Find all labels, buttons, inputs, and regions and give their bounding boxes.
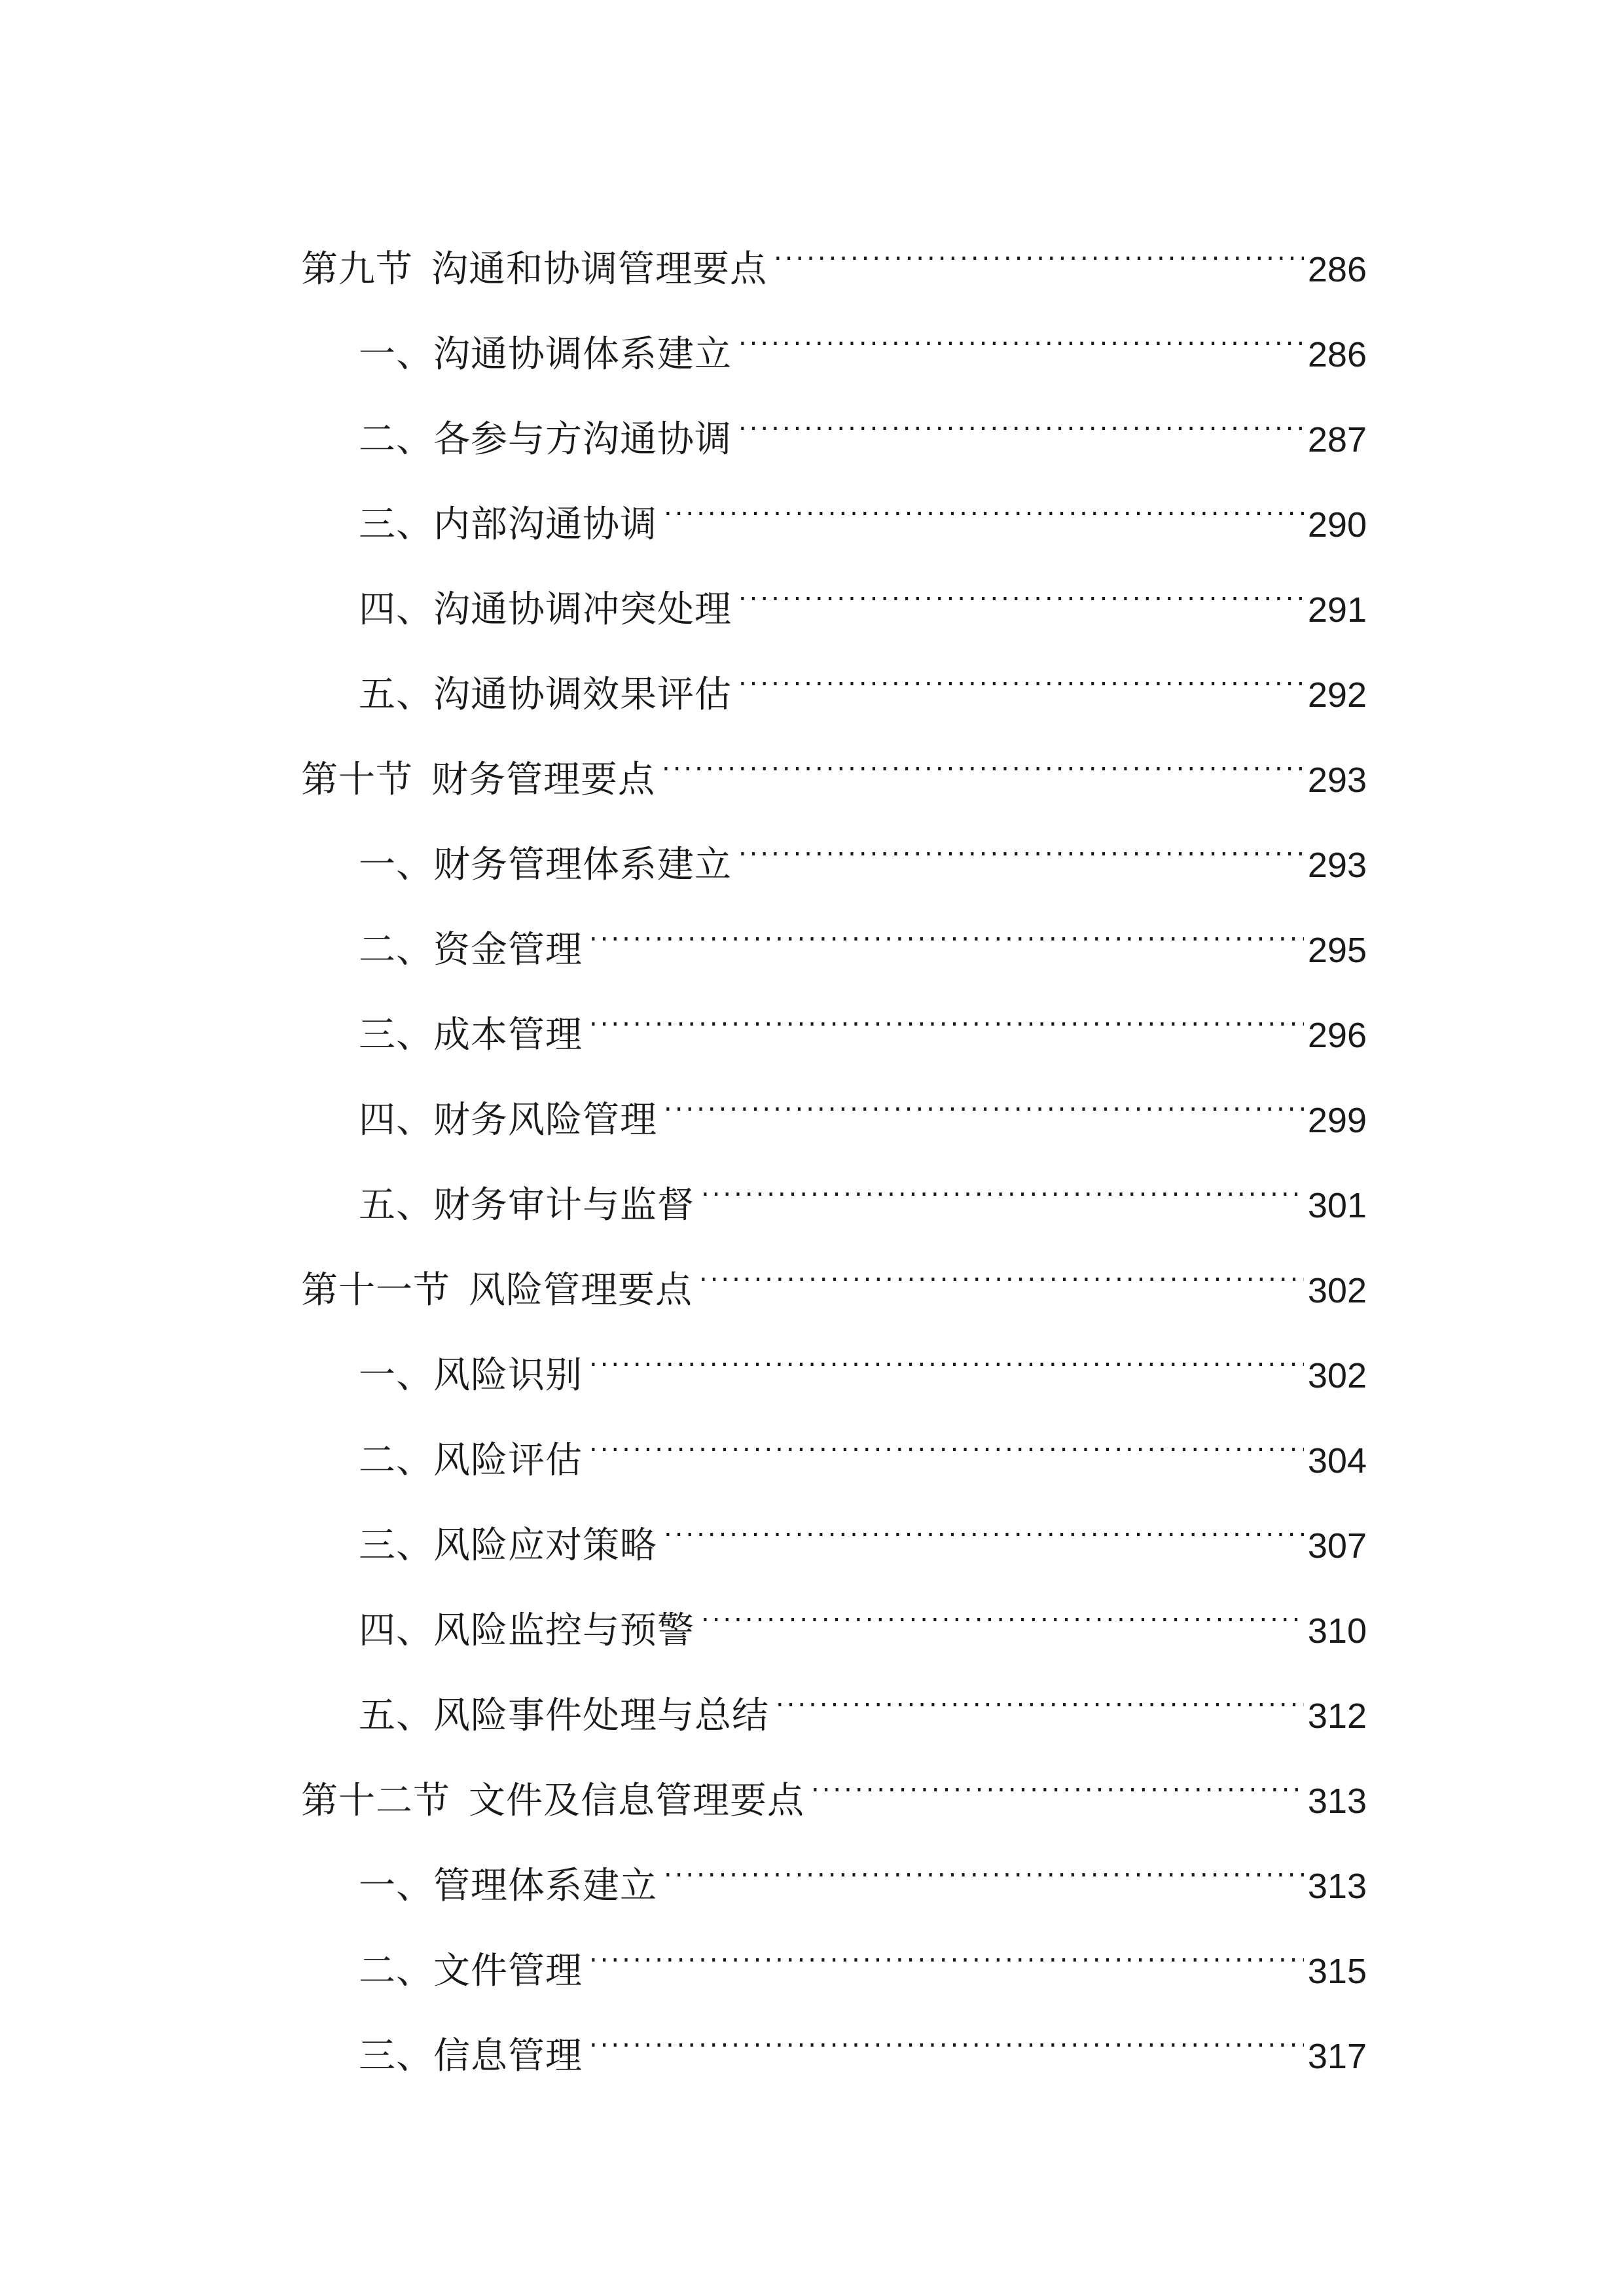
- dot-leader: [776, 1643, 1304, 1728]
- toc-entry-title: [301, 738, 655, 823]
- dot-leader: [774, 196, 1304, 281]
- dot-leader: [589, 1983, 1304, 2068]
- toc-page-number: 304: [1307, 1441, 1367, 1480]
- toc-page-number: 299: [1307, 1101, 1367, 1140]
- toc-page-number: 313: [1307, 1867, 1367, 1906]
- toc-entry-title: 五、财务审计与监督: [359, 1184, 695, 1227]
- section-title: 财务管理要点: [431, 759, 655, 801]
- toc-entry-title: 二、文件管理: [359, 1950, 583, 1992]
- toc-entry-title: 三、内部沟通协调: [359, 503, 657, 546]
- section-number: 第九节: [301, 248, 413, 291]
- toc-entry-title: 二、风险评估: [359, 1439, 583, 1482]
- toc-entry-title: 三、风险应对策略: [359, 1524, 657, 1567]
- toc-entry-title: 四、风险监控与预警: [359, 1609, 695, 1652]
- toc-page-number: 302: [1307, 1356, 1367, 1395]
- dot-leader: [664, 1813, 1304, 1898]
- toc-page-number: 313: [1307, 1782, 1367, 1821]
- toc-entry-section[interactable]: [301, 196, 1367, 291]
- toc-page-number: 312: [1307, 1696, 1367, 1736]
- dot-leader: [701, 1132, 1304, 1217]
- toc-page-number: 290: [1307, 505, 1367, 545]
- toc-entry-title: 三、成本管理: [359, 1014, 583, 1056]
- table-of-contents: [301, 196, 1367, 2077]
- toc-page-number: 315: [1307, 1952, 1367, 1991]
- dot-leader: [589, 962, 1304, 1047]
- section-number: 第十二节: [301, 1780, 450, 1822]
- section-title: 沟通和协调管理要点: [431, 248, 767, 291]
- dot-leader: [701, 1558, 1304, 1643]
- dot-leader: [589, 877, 1304, 962]
- dot-leader: [738, 281, 1304, 367]
- dot-leader: [811, 1728, 1304, 1813]
- toc-page-number: 307: [1307, 1526, 1367, 1566]
- toc-entry-title: 一、沟通协调体系建立: [359, 333, 732, 376]
- dot-leader: [589, 1388, 1304, 1473]
- toc-entry-title: 一、管理体系建立: [359, 1865, 657, 1907]
- dot-leader: [589, 1302, 1304, 1388]
- section-number: 第十一节: [301, 1269, 450, 1312]
- dot-leader: [738, 367, 1304, 452]
- dot-leader: [664, 1473, 1304, 1558]
- toc-page-number: 295: [1307, 931, 1367, 970]
- toc-entry-title: 五、沟通协调效果评估: [359, 673, 732, 716]
- toc-page-number: 286: [1307, 335, 1367, 374]
- toc-entry-title: 一、风险识别: [359, 1354, 583, 1397]
- dot-leader: [662, 707, 1304, 792]
- dot-leader: [664, 452, 1304, 537]
- toc-entry-title: 四、沟通协调冲突处理: [359, 588, 732, 631]
- section-title: 文件及信息管理要点: [469, 1780, 804, 1822]
- section-title: 风险管理要点: [469, 1269, 693, 1312]
- dot-leader: [589, 1898, 1304, 1983]
- toc-page-number: 296: [1307, 1016, 1367, 1055]
- dot-leader: [664, 1047, 1304, 1132]
- toc-page-number: 310: [1307, 1611, 1367, 1651]
- toc-page-number: 287: [1307, 420, 1367, 459]
- toc-entry-title: 一、财务管理体系建立: [359, 844, 732, 886]
- toc-page-number: 302: [1307, 1271, 1367, 1310]
- dot-leader: [699, 1217, 1304, 1302]
- toc-entry-title: 二、各参与方沟通协调: [359, 418, 732, 461]
- dot-leader: [738, 622, 1304, 707]
- toc-page-number: 291: [1307, 590, 1367, 630]
- toc-page-number: 292: [1307, 675, 1367, 715]
- toc-entry-title: 五、风险事件处理与总结: [359, 1695, 769, 1737]
- toc-page-number: 293: [1307, 761, 1367, 800]
- dot-leader: [738, 792, 1304, 877]
- dot-leader: [738, 537, 1304, 622]
- toc-page-number: 286: [1307, 250, 1367, 289]
- toc-entry-title: 二、资金管理: [359, 929, 583, 971]
- toc-page-number: 317: [1307, 2037, 1367, 2076]
- toc-entry-title: [301, 227, 767, 312]
- toc-entry-title: 四、财务风险管理: [359, 1099, 657, 1141]
- toc-page-number: 293: [1307, 846, 1367, 885]
- toc-page-number: 301: [1307, 1186, 1367, 1225]
- toc-entry-title: 三、信息管理: [359, 2035, 583, 2077]
- section-number: 第十节: [301, 759, 413, 801]
